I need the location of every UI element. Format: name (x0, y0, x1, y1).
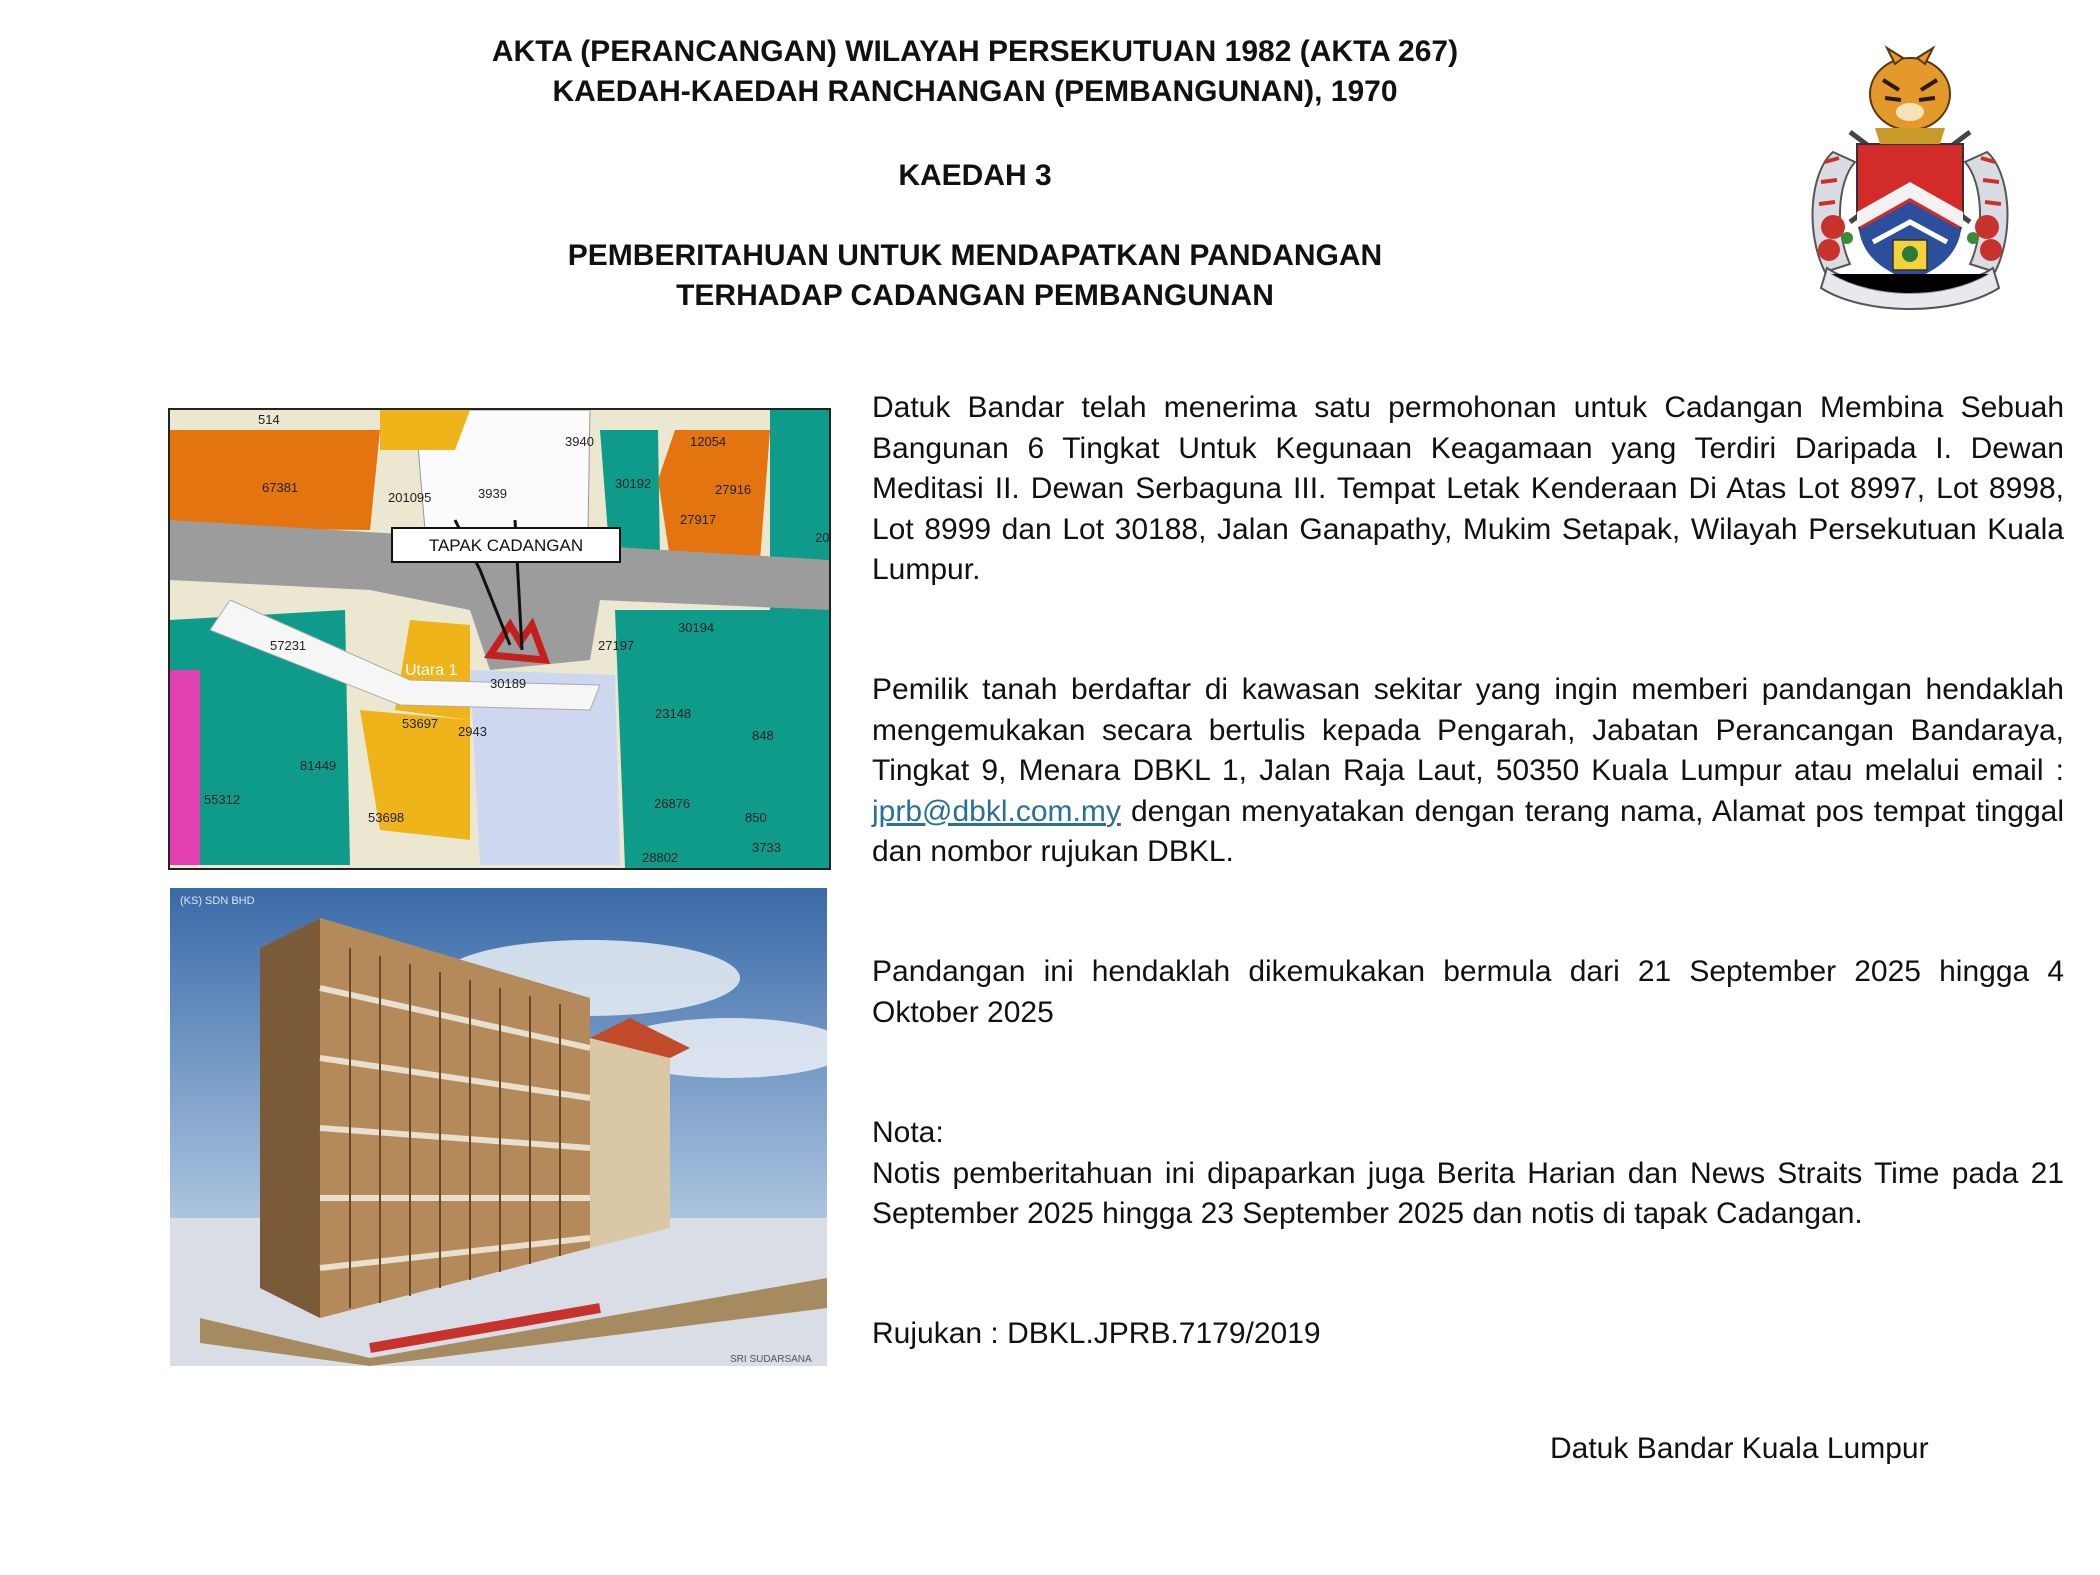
map-lot-label: 2943 (458, 724, 487, 739)
notice-title (330, 236, 1620, 316)
map-lot-label: 30189 (490, 676, 527, 691)
note-text: Notis pemberitahuan ini dipaparkan juga Berita Harian dan News Straits Time pada 21 September 2025 hingga 23 September 2025 dan notis di tapak Cadangan. (872, 1156, 2064, 1230)
map-lot-label: 20 (815, 530, 829, 545)
objection-text-after-email: dengan menyatakan dengan terang nama, Alamat pos tempat tinggal dan nombor rujukan DBKL. (872, 794, 2064, 868)
map-lot-label: 53698 (368, 810, 405, 825)
map-lot-label: 23148 (655, 706, 692, 721)
building-render (170, 888, 827, 1366)
map-lot-label: 67381 (262, 480, 299, 495)
map-lot-label: 27916 (715, 482, 752, 497)
map-lot-label: 26876 (654, 796, 691, 811)
map-lot-label: 12054 (690, 434, 727, 449)
notice-title-line1: PEMBERITAHUAN UNTUK MENDAPATKAN PANDANGAN (567, 239, 1383, 272)
map-lot-label: 201095 (388, 490, 432, 505)
map-lot-label: 55312 (204, 792, 241, 807)
objection-text-before-email: Pemilik tanah berdaftar di kawasan sekitar yang ingin memberi pandangan hendaklah mengemukakan secara bertulis kepada Pengarah, Jabatan Perancangan Bandaraya, Tingkat 9, Menara DBKL 1, Jalan Raja Laut, 50350 Kuala Lumpur atau melalui email : (872, 673, 2064, 787)
period-paragraph: Pandangan ini hendaklah dikemukakan bermula dari 21 September 2025 hingga 4 Oktober 2025 (872, 955, 2064, 1029)
map-lot-label: 30192 (615, 476, 652, 491)
note-section (872, 1113, 2064, 1235)
map-lot-label: 27917 (680, 512, 717, 527)
map-lot-label: 3733 (752, 840, 781, 855)
application-paragraph: Datuk Bandar telah menerima satu permohonan untuk Cadangan Membina Sebuah Bangunan 6 Tingkat Untuk Kegunaan Keagamaan yang Terdiri Daripada I. Dewan Meditasi II. Dewan Serbaguna III. Tempat Letak Kenderaan Di Atas Lot 8997, Lot 8998, Lot 8999 dan Lot 30188, Jalan Ganapathy, Mukim Setapak, Wilayah Persekutuan Kuala Lumpur. (872, 391, 2064, 586)
map-road-label: Utara 1 (405, 662, 458, 679)
map-lot-label: 30194 (678, 620, 715, 635)
map-lot-label: 53697 (402, 716, 439, 731)
signature-line: Datuk Bandar Kuala Lumpur (1550, 1432, 1929, 1465)
site-location-map (168, 408, 831, 870)
render-watermark-bottom: SRI SUDARSANA (730, 1354, 812, 1365)
map-lot-label: 81449 (300, 758, 337, 773)
rules-title: KAEDAH-KAEDAH RANCHANGAN (PEMBANGUNAN), 1970 (552, 75, 1398, 108)
map-lot-label: 850 (745, 810, 767, 825)
map-lot-label: 3940 (565, 434, 594, 449)
email-link[interactable]: jprb@dbkl.com.my (872, 794, 1121, 828)
note-label: Nota: (872, 1116, 944, 1149)
kaedah-title: KAEDAH 3 (898, 159, 1052, 192)
dbkl-coat-of-arms-icon (1795, 32, 2025, 312)
site-callout-label: TAPAK CADANGAN (428, 536, 584, 555)
notice-title-line2: TERHADAP CADANGAN PEMBANGUNAN (676, 279, 1274, 312)
objection-paragraph (872, 670, 2064, 873)
act-title: AKTA (PERANCANGAN) WILAYAH PERSEKUTUAN 1982 (AKTA 267) (491, 35, 1459, 68)
map-lot-label: 28802 (642, 850, 679, 865)
map-lot-label: 57231 (270, 638, 307, 653)
reference-number: Rujukan : DBKL.JPRB.7179/2019 (872, 1317, 1321, 1350)
map-lot-label: 514 (258, 412, 280, 427)
map-lot-label: 27197 (598, 638, 635, 653)
map-lot-label: 3939 (478, 486, 507, 501)
map-lot-label: 848 (752, 728, 774, 743)
notice-header (330, 32, 1620, 316)
render-watermark-top: (KS) SDN BHD (180, 895, 255, 907)
